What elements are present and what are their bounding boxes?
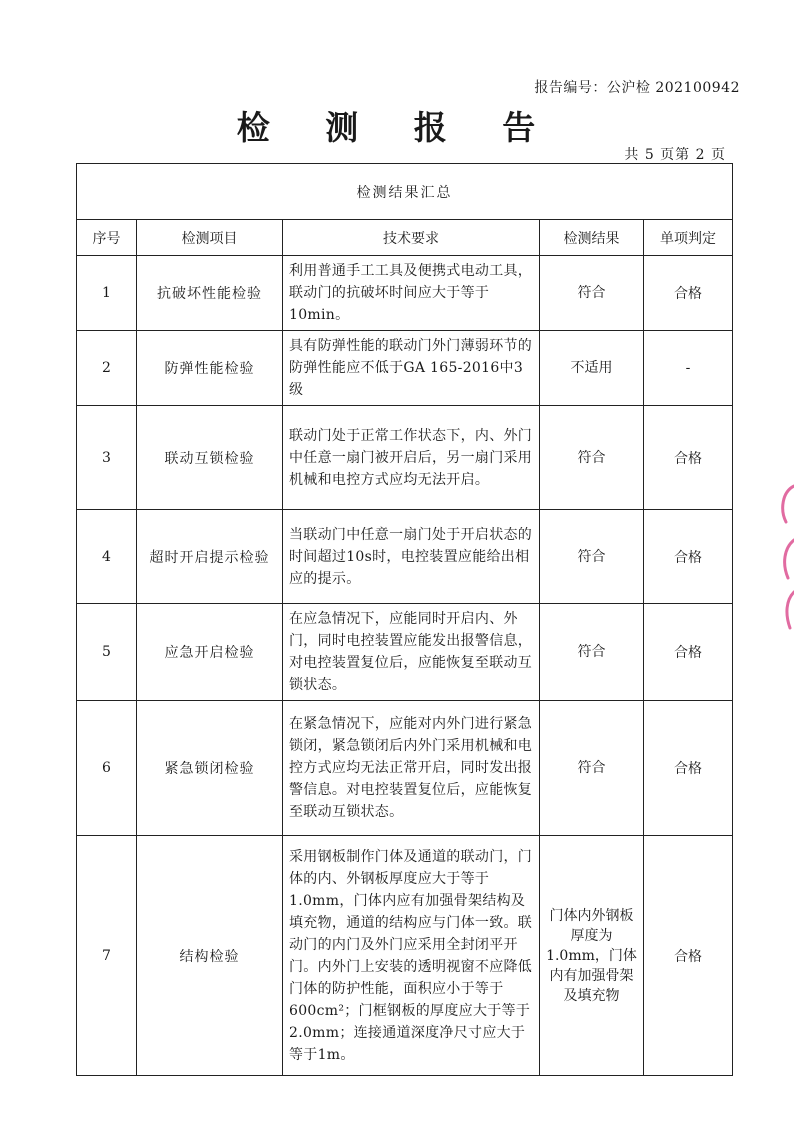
verdict: 合格 xyxy=(644,701,733,836)
verdict: 合格 xyxy=(644,256,733,331)
table-row xyxy=(77,701,733,836)
table-row xyxy=(77,604,733,701)
technical-requirement: 在应急情况下，应能同时开启内、外门，同时电控装置应能发出报警信息，对电控装置复位后，应能恢复至联动互锁状态。 xyxy=(283,604,540,701)
summary-title: 检测结果汇总 xyxy=(77,164,733,220)
row-number: 1 xyxy=(77,256,137,331)
test-item: 抗破坏性能检验 xyxy=(137,256,283,331)
verdict: 合格 xyxy=(644,836,733,1076)
document-title: 检 测 报 告 xyxy=(236,108,558,147)
page-count: 共 5 页第 2 页 xyxy=(624,147,726,163)
test-item: 结构检验 xyxy=(137,836,283,1076)
technical-requirement: 具有防弹性能的联动门外门薄弱环节的防弹性能应不低于GA 165-2016中3级 xyxy=(283,331,540,406)
summary-title-row xyxy=(77,164,733,220)
test-result: 符合 xyxy=(540,604,644,701)
test-result: 不适用 xyxy=(540,331,644,406)
seal-stamp-edge xyxy=(776,482,794,632)
column-header-row xyxy=(77,220,733,256)
row-number: 3 xyxy=(77,406,137,510)
row-number: 5 xyxy=(77,604,137,701)
test-item: 超时开启提示检验 xyxy=(137,510,283,604)
verdict: 合格 xyxy=(644,604,733,701)
technical-requirement: 采用钢板制作门体及通道的联动门，门体的内、外钢板厚度应大于等于1.0mm，门体内应有加强骨架结构及填充物，通道的结构应与门体一致。联动门的内门及外门应采用全封闭平开门。内外门上安装的透明视窗不应降低门体的防护性能，面积应小于等于600cm²；门框钢板的厚度应大于等于2.0mm；连接通道深度净尺寸应大于等于1m。 xyxy=(283,836,540,1076)
table-row xyxy=(77,510,733,604)
technical-requirement: 利用普通手工工具及便携式电动工具，联动门的抗破坏时间应大于等于10min。 xyxy=(283,256,540,331)
table-row xyxy=(77,331,733,406)
test-item: 联动互锁检验 xyxy=(137,406,283,510)
verdict: - xyxy=(644,331,733,406)
test-result: 符合 xyxy=(540,256,644,331)
results-summary-table xyxy=(76,163,733,1076)
test-item: 防弹性能检验 xyxy=(137,331,283,406)
test-result: 门体内外钢板厚度为1.0mm，门体内有加强骨架及填充物 xyxy=(540,836,644,1076)
technical-requirement: 联动门处于正常工作状态下，内、外门中任意一扇门被开启后，另一扇门采用机械和电控方式应均无法开启。 xyxy=(283,406,540,510)
column-header-requirement: 技术要求 xyxy=(283,220,540,256)
test-result: 符合 xyxy=(540,510,644,604)
test-item: 应急开启检验 xyxy=(137,604,283,701)
technical-requirement: 当联动门中任意一扇门处于开启状态的时间超过10s时，电控装置应能给出相应的提示。 xyxy=(283,510,540,604)
column-header-item: 检测项目 xyxy=(137,220,283,256)
column-header-no: 序号 xyxy=(77,220,137,256)
report-number: 报告编号：公沪检 202100942 xyxy=(534,80,740,96)
row-number: 2 xyxy=(77,331,137,406)
verdict: 合格 xyxy=(644,510,733,604)
test-result: 符合 xyxy=(540,406,644,510)
table-row xyxy=(77,256,733,331)
table-row xyxy=(77,406,733,510)
test-item: 紧急锁闭检验 xyxy=(137,701,283,836)
technical-requirement: 在紧急情况下，应能对内外门进行紧急锁闭，紧急锁闭后内外门采用机械和电控方式应均无法正常开启，同时发出报警信息。对电控装置复位后，应能恢复至联动互锁状态。 xyxy=(283,701,540,836)
test-result: 符合 xyxy=(540,701,644,836)
row-number: 7 xyxy=(77,836,137,1076)
row-number: 4 xyxy=(77,510,137,604)
table-row xyxy=(77,836,733,1076)
column-header-result: 检测结果 xyxy=(540,220,644,256)
verdict: 合格 xyxy=(644,406,733,510)
row-number: 6 xyxy=(77,701,137,836)
column-header-verdict: 单项判定 xyxy=(644,220,733,256)
